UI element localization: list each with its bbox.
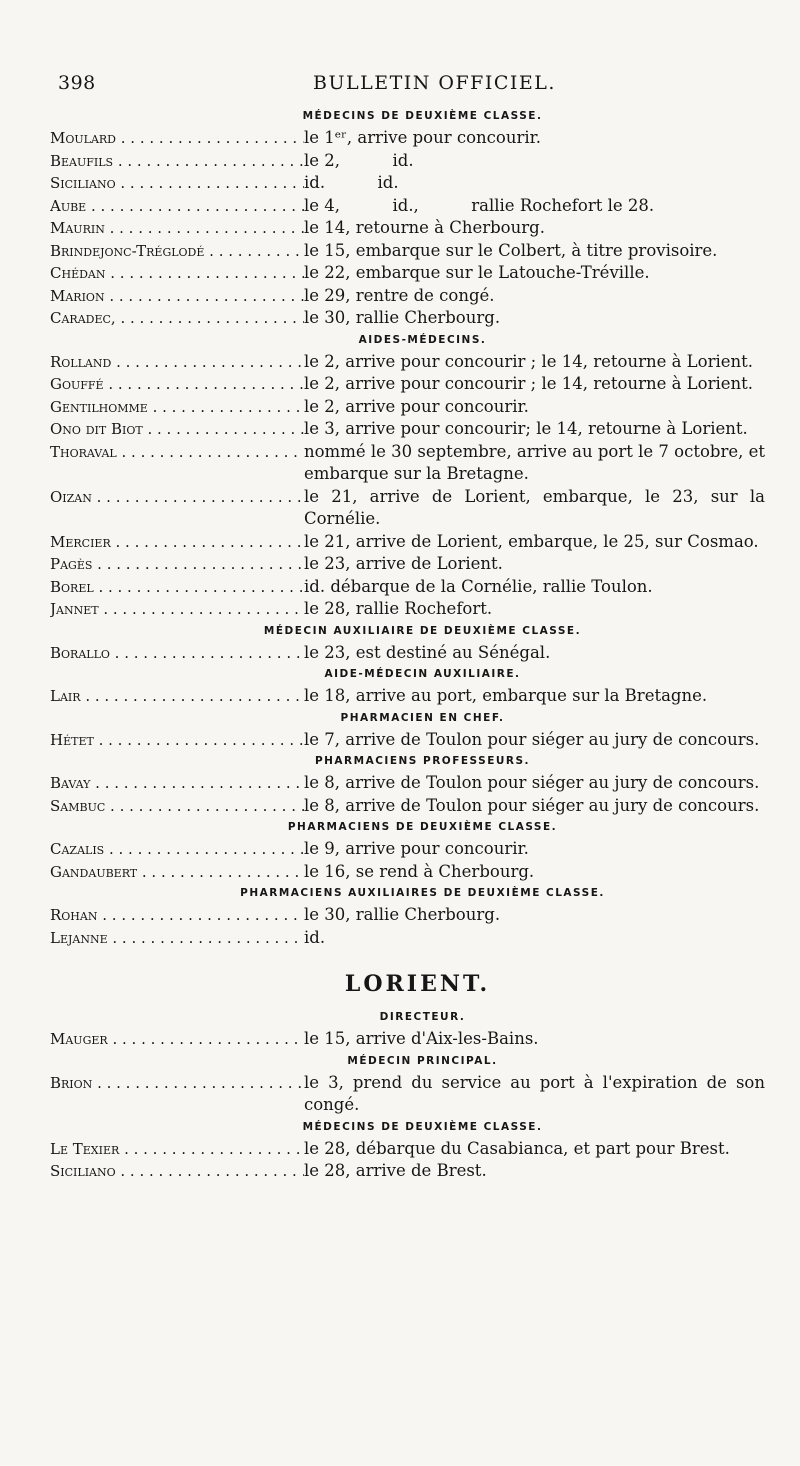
personnel-entry [50, 195, 765, 218]
personnel-entry [50, 127, 765, 150]
personnel-entry [50, 598, 765, 621]
officer-name: Maurin . . . [50, 217, 304, 240]
movement-text: le 22, embarque sur le Latouche-Tréville. [304, 263, 650, 282]
section-heading: PHARMACIENS DE DEUXIÈME CLASSE. [287, 821, 558, 833]
personnel-entry [50, 217, 765, 240]
movement-text: le 3, arrive pour concourir; le 14, retourne à Lorient. [304, 419, 748, 438]
movement-text: le 8, arrive de Toulon pour siéger au jury de concours. [304, 773, 760, 792]
movement-text: le 8, arrive de Toulon pour siéger au jury de concours. [304, 795, 760, 815]
movement-text: le 30, rallie Cherbourg. [304, 308, 501, 327]
section-heading: MÉDECIN AUXILIAIRE DE DEUXIÈME CLASSE. [263, 624, 582, 637]
movement-text: le 2, arrive pour concourir. [304, 396, 529, 416]
officer-name: Caradec, . . . [50, 307, 304, 330]
personnel-entry [50, 373, 765, 396]
personnel-entry [50, 1072, 771, 1117]
movement-text: id. id. [304, 173, 399, 192]
personnel-entry [50, 240, 765, 263]
officer-name: Brion . . . [50, 1072, 304, 1117]
personnel-entry [50, 1138, 765, 1161]
officer-name: Mercier . . . [50, 531, 304, 554]
section-heading: MÉDECINS DE DEUXIÈME CLASSE. [302, 110, 543, 122]
movement-text: le 28, arrive de Brest. [304, 1161, 487, 1180]
section-heading: PHARMACIENS PROFESSEURS. [314, 755, 531, 767]
movement-text: le 14, retourne à Cherbourg. [304, 218, 545, 237]
movement-text: le 23, est destiné au Sénégal. [304, 642, 551, 662]
officer-name: Ono dit Biot . . . [50, 418, 304, 441]
running-title: BULLETIN OFFICIEL. [313, 72, 556, 94]
movement-text: le 23, arrive de Lorient. [304, 554, 503, 573]
personnel-entry [50, 576, 765, 599]
personnel-entry [50, 172, 765, 195]
personnel-entry [50, 531, 765, 554]
officer-name: Mauger . . . [50, 1028, 304, 1051]
officer-name: Aube . . . [50, 195, 304, 218]
personnel-entry [50, 1028, 765, 1051]
officer-name: Lejanne . . . [50, 927, 304, 950]
personnel-entry [50, 685, 765, 708]
movement-text: le 28, débarque du Casabianca, et part pour Brest. [304, 1138, 730, 1158]
section-heading: MÉDECINS DE DEUXIÈME CLASSE. [302, 1120, 543, 1133]
officer-name: Borallo . . . [50, 642, 304, 665]
page-number: 398 [58, 72, 96, 94]
port-heading: LORIENT. [344, 971, 491, 997]
movement-text: le 21, arrive de Lorient, embarque, le 23, sur la Cornélie. [304, 486, 771, 528]
personnel-entry [50, 642, 765, 665]
movement-text: le 18, arrive au port, embarque sur la Bretagne. [304, 686, 708, 705]
officer-name: Sambuc . . . [50, 795, 304, 818]
personnel-entry [50, 418, 765, 441]
section-heading: MÉDECIN PRINCIPAL. [347, 1054, 498, 1067]
personnel-entry [50, 904, 765, 927]
personnel-entry [50, 553, 765, 576]
section-heading: PHARMACIENS AUXILIAIRES DE DEUXIÈME CLASSE. [240, 887, 605, 899]
officer-name: Thoraval . . . [50, 441, 304, 486]
officer-name: Chédan . . . [50, 262, 304, 285]
personnel-entry [50, 307, 765, 330]
movement-text: le 28, rallie Rochefort. [304, 599, 493, 618]
personnel-entry [50, 927, 765, 950]
officer-name: Marion . . . [50, 285, 304, 308]
section-heading: DIRECTEUR. [379, 1011, 466, 1023]
personnel-entry [50, 838, 765, 861]
officer-name: Bavay . . . [50, 772, 304, 795]
officer-name: Lair . . . [50, 685, 304, 708]
officer-name: Rolland . . . [50, 351, 304, 374]
officer-name: Cazalis . . . [50, 838, 304, 861]
officer-name: Moulard . . . [50, 127, 304, 150]
personnel-entry [50, 1160, 765, 1183]
personnel-entry [50, 772, 765, 795]
personnel-entry [50, 729, 765, 752]
officer-name: Brindejonc-Tréglodé . . . [50, 240, 304, 263]
movement-text: le 30, rallie Cherbourg. [304, 905, 501, 924]
officer-name: Hétet . . . [50, 729, 304, 752]
movement-text: le 2, arrive pour concourir ; le 14, retourne à Lorient. [304, 351, 753, 371]
movement-text: le 16, se rend à Cherbourg. [304, 861, 535, 881]
officer-name: Le Texier . . . [50, 1138, 304, 1161]
personnel-entry [50, 351, 765, 374]
lorient-movements [50, 1007, 771, 1183]
movement-text: le 2, arrive pour concourir ; le 14, retourne à Lorient. [304, 374, 753, 393]
document-page [50, 72, 771, 1183]
personnel-entry [50, 285, 765, 308]
running-header [50, 72, 765, 106]
movement-text: nommé le 30 septembre, arrive au port le 7 octobre, et embarque sur la Bretagne. [304, 441, 771, 483]
section-heading: AIDES-MÉDECINS. [358, 333, 487, 346]
toulon-movements [50, 106, 771, 949]
officer-name: Borel . . . [50, 576, 304, 599]
movement-text: le 2, id. [304, 150, 414, 170]
officer-name: Jannet . . . [50, 598, 304, 621]
officer-name: Oizan . . . [50, 486, 304, 531]
section-heading: AIDE-MÉDECIN AUXILIAIRE. [324, 668, 521, 680]
officer-name: Beaufils . . . [50, 150, 304, 173]
personnel-entry [50, 441, 771, 486]
personnel-entry [50, 396, 765, 419]
movement-text: le 4, id., rallie Rochefort le 28. [304, 195, 655, 215]
movement-text: le 29, rentre de congé. [304, 285, 495, 305]
movement-text: id. [304, 927, 326, 947]
personnel-entry [50, 861, 765, 884]
movement-text: le 7, arrive de Toulon pour siéger au jury de concours. [304, 729, 760, 749]
movement-text: le 1ᵉʳ, arrive pour concourir. [304, 128, 541, 147]
personnel-entry [50, 795, 765, 818]
personnel-entry [50, 486, 771, 531]
officer-name: Siciliano . . . [50, 172, 304, 195]
movement-text: le 15, embarque sur le Colbert, à titre provisoire. [304, 240, 718, 260]
movement-text: id. débarque de la Cornélie, rallie Toulon. [304, 576, 653, 596]
section-heading: PHARMACIEN EN CHEF. [340, 711, 505, 724]
movement-text: le 21, arrive de Lorient, embarque, le 25, sur Cosmao. [304, 531, 759, 551]
officer-name: Gentilhomme . . . [50, 396, 304, 419]
movement-text: le 3, prend du service au port à l'expiration de son congé. [304, 1072, 771, 1114]
movement-text: le 15, arrive d'Aix-les-Bains. [304, 1029, 539, 1048]
personnel-entry [50, 262, 765, 285]
officer-name: Pagès . . . [50, 553, 304, 576]
movement-text: le 9, arrive pour concourir. [304, 839, 529, 858]
officer-name: Gandaubert . . . [50, 861, 304, 884]
personnel-entry [50, 150, 765, 173]
officer-name: Siciliano . . . [50, 1160, 304, 1183]
officer-name: Rohan . . . [50, 904, 304, 927]
officer-name: Gouffé . . . [50, 373, 304, 396]
